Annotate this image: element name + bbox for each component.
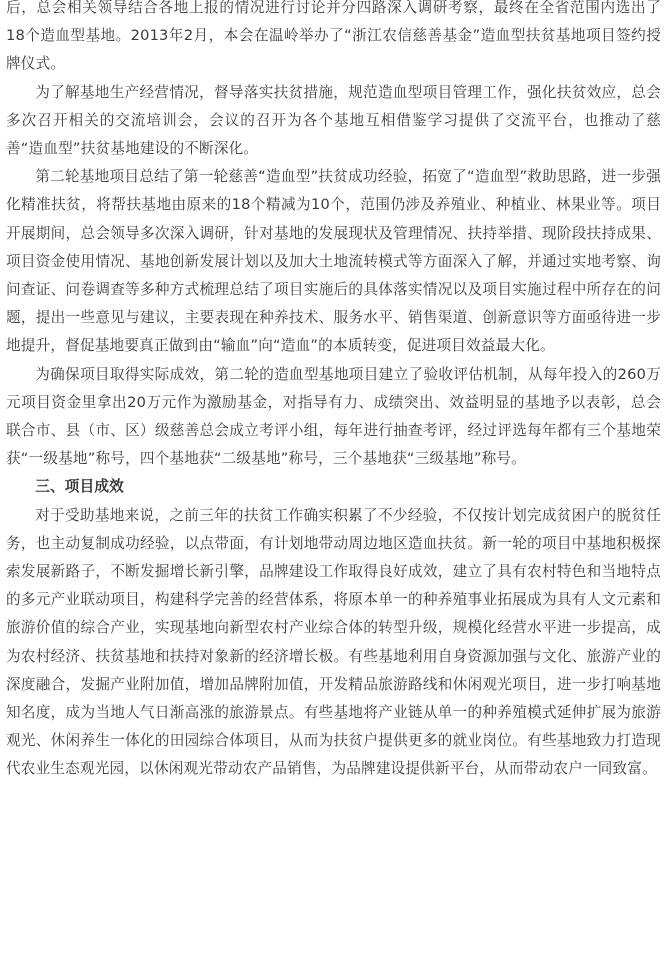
paragraph: 为了解基地生产经营情况，督导落实扶贫措施，规范造血型项目管理工作，强化扶贫效应，总会多次召开相关的交流培训会，会议的召开为各个基地互相借鉴学习提供了交流平台，也推动了慈善“造血型”扶贫基地建设的不断深化。 — [6, 83, 661, 158]
paragraph: 为确保项目取得实际成效，第二轮的造血型基地项目建立了验收评估机制，从每年投入的260万元项目资金里拿出20万元作为激励基金，对指导有力、成绩突出、效益明显的基地予以表彰，总会联合市、县（市、区）级慈善总会成立考评小组，每年进行抽查考评，经过评选每年都有三个基地荣获“一级基地”称号，四个基地获“二级基地”称号，三个基地获“三级基地”称号。 — [6, 365, 661, 468]
paragraph: 第二轮基地项目总结了第一轮慈善“造血型”扶贫成功经验，拓宽了“造血型”救助思路，进一步强化精准扶贫，将帮扶基地由原来的18个精减为10个，范围仍涉及养殖业、种植业、林果业等。项目开展期间，总会领导多次深入调研，针对基地的发展现状及管理情况、扶持举措、现阶段扶持成果、项目资金使用情况、基地创新发展计划以及加大土地流转模式等方面深入了解，并通过实地考察、询问查证、问卷调查等多种方式梳理总结了项目实施后的具体落实情况以及项目实施过程中所存在的问题，提出一些意见与建议，主要表现在种养技术、服务水平、销售渠道、创新意识等方面亟待进一步地提升，督促基地要真正做到由“输血”向“造血”的本质转变，促进项目效益最大化。 — [6, 168, 661, 355]
paragraph: 对于受助基地来说，之前三年的扶贫工作确实积累了不少经验，不仅按计划完成贫困户的脱贫任务，也主动复制成功经验，以点带面，有计划地带动周边地区造血扶贫。新一轮的项目中基地积极探索发展新路子，不断发掘增长新引擎，品牌建设工作取得良好成效，建立了具有农村特色和当地特点的多元产业联动项目，构建科学完善的经营体系，将原本单一的种养殖事业拓展成为具有人文元素和旅游价值的综合产业，实现基地向新型农村产业综合体的转型升级，规模化经营水平进一步提高，成为农村经济、扶贫基地和扶持对象新的经济增长极。有些基地利用自身资源加强与文化、旅游产业的深度融合，发掘产业附加值，增加品牌附加值，开发精品旅游路线和休闲观光项目，进一步打响基地知名度，成为当地人气日渐高涨的旅游景点。有些基地将产业链从单一的种养殖模式延伸扩展为旅游观光、休闲养生一体化的田园综合体项目，从而为扶贫户提供更多的就业岗位。有些基地致力打造现代农业生态观光园，以休闲观光带动农产品销售，为品牌建设提供新平台，从而带动农户一同致富。 — [6, 506, 661, 778]
section-heading: 三、项目成效 — [35, 478, 124, 496]
paragraph-continued: 后，总会相关领导结合各地上报的情况进行讨论并分四路深入调研考察，最终在全省范围内选出了18个造血型基地。2013年2月，本会在温岭举办了“浙江农信慈善基金”造血型扶贫基地项目签约授牌仪式。 — [6, 0, 661, 73]
